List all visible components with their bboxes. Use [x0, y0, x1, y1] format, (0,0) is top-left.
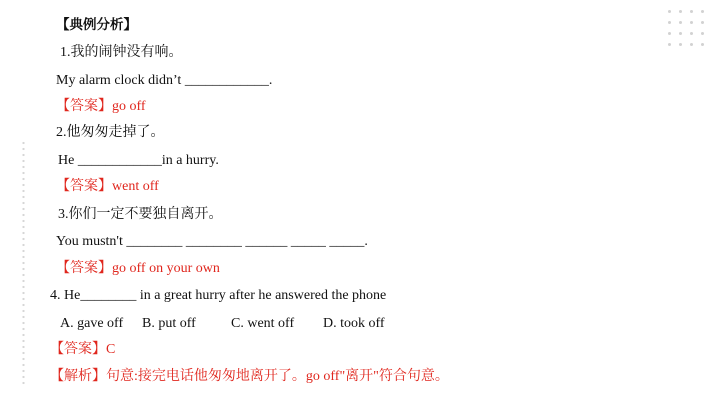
- q3-answer: 【答案】go off on your own: [56, 261, 220, 276]
- q2-answer: 【答案】went off: [56, 179, 159, 194]
- q4-option-a: A. gave off: [60, 316, 124, 331]
- q4-explanation: 【解析】句意:接完电话他匆匆地离开了。go off"离开"符合句意。: [50, 369, 449, 384]
- q1-answer: 【答案】go off: [56, 99, 146, 114]
- q4-option-d: D. took off: [323, 316, 385, 331]
- q2-prompt: 2.他匆匆走掉了。: [56, 125, 165, 140]
- q4-option-b: B. put off: [142, 316, 196, 331]
- q3-prompt: 3.你们一定不要独自离开。: [58, 207, 223, 222]
- q4-answer: 【答案】C: [50, 342, 116, 357]
- q4-option-c: C. went off: [231, 316, 295, 331]
- q2-sentence: He ____________in a hurry.: [58, 153, 219, 168]
- q1-prompt: 1.我的闹钟没有响。: [60, 45, 183, 60]
- q1-sentence: My alarm clock didn’t ____________.: [56, 73, 273, 88]
- section-heading: 【典例分析】: [56, 17, 137, 33]
- decorative-vertical-dots: [22, 140, 25, 385]
- decorative-dot-grid: [668, 10, 708, 46]
- q3-sentence: You mustn't ________ ________ ______ _____ _____.: [56, 234, 368, 249]
- q4-sentence: 4. He________ in a great hurry after he answered the phone: [50, 288, 387, 303]
